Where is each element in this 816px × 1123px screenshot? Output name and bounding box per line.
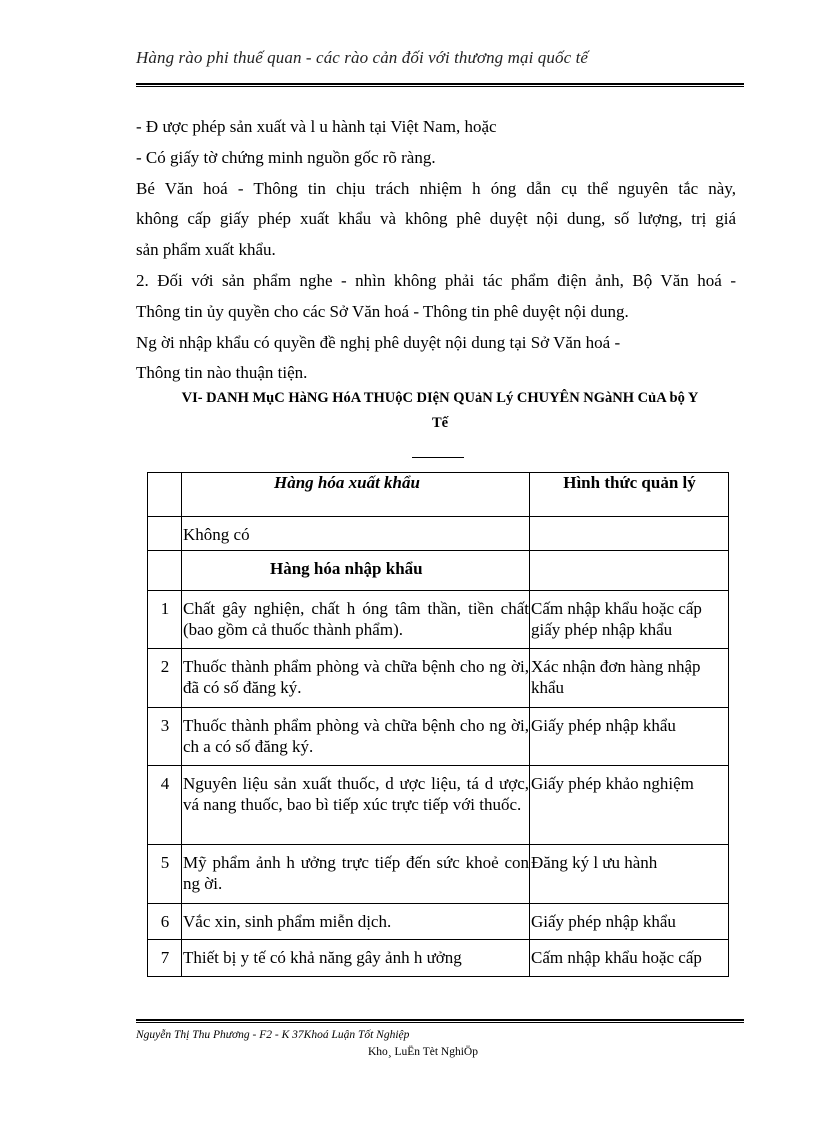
body-line: - Đ ược phép sản xuất và l u hành tại Việt Nam, hoặc <box>136 117 497 136</box>
table-row <box>148 904 729 940</box>
table-cell <box>530 551 729 591</box>
footer-divider <box>136 1019 744 1023</box>
row-management: Xác nhận đơn hàng nhập khẩu <box>530 649 729 708</box>
body-line: - Có giấy tờ chứng minh nguồn gốc rõ ràng. <box>136 147 436 167</box>
section-underline <box>412 457 464 458</box>
row-management: Cấm nhập khẩu hoặc cấp <box>530 940 729 977</box>
body-line: sản phẩm xuất khẩu. <box>136 240 276 260</box>
row-number: 7 <box>148 940 182 977</box>
export-none: Không có <box>182 517 530 551</box>
table-cell <box>148 473 182 517</box>
header-management: Hình thức quản lý <box>530 473 729 517</box>
row-number: 3 <box>148 708 182 766</box>
body-line: Thông tin nào thuận tiện. <box>136 363 308 383</box>
table-header-row <box>148 473 729 517</box>
header-export: Hàng hóa xuất khẩu <box>182 473 530 517</box>
table-row <box>148 517 729 551</box>
row-item: Chất gây nghiện, chất h óng tâm thần, tiền chất (bao gồm cả thuốc thành phẩm). <box>182 591 530 649</box>
row-item: Thuốc thành phẩm phòng và chữa bệnh cho ng ời, ch a có số đăng ký. <box>182 708 530 766</box>
table-subheader-row <box>148 551 729 591</box>
row-management: Đăng ký l ưu hành <box>530 845 729 904</box>
table-row <box>148 708 729 766</box>
footer-thesis-label: Kho¸ LuËn Tèt NghiÖp <box>368 1046 478 1058</box>
header-import: Hàng hóa nhập khẩu <box>182 551 530 591</box>
row-management: Giấy phép nhập khẩu <box>530 904 729 940</box>
table-cell <box>148 517 182 551</box>
table-cell <box>148 551 182 591</box>
body-line: Ng ời nhập khẩu có quyền đề nghị phê duyệt nội dung tại Sở Văn hoá - <box>136 332 621 352</box>
row-management: Cấm nhập khẩu hoặc cấp giấy phép nhập khẩu <box>530 591 729 649</box>
table-row <box>148 940 729 977</box>
row-item: Mỹ phẩm ảnh h ưởng trực tiếp đến sức khoẻ con ng ời. <box>182 845 530 904</box>
page-header-title: Hàng rào phi thuế quan - các rào cản đối với thương mại quốc tế <box>136 48 589 67</box>
row-item: Nguyên liệu sản xuất thuốc, d ược liệu, tá d ược, vá nang thuốc, bao bì tiếp xúc trực tiếp với thuốc. <box>182 766 530 845</box>
footer-author: Nguyễn Thị Thu Phương - F2 - K 37Khoá Luận Tốt Nghiệp <box>136 1029 410 1041</box>
row-number: 2 <box>148 649 182 708</box>
header-divider <box>136 83 744 87</box>
table-row <box>148 766 729 845</box>
table-cell <box>530 517 729 551</box>
row-number: 4 <box>148 766 182 845</box>
row-number: 1 <box>148 591 182 649</box>
row-item: Vắc xin, sinh phẩm miễn dịch. <box>182 904 530 940</box>
row-number: 5 <box>148 845 182 904</box>
row-number: 6 <box>148 904 182 940</box>
row-item: Thuốc thành phẩm phòng và chữa bệnh cho ng ời, đã có số đăng ký. <box>182 649 530 708</box>
body-line: Bé Văn hoá - Thông tin chịu trách nhiệm h óng dẫn cụ thể nguyên tắc này, <box>136 178 736 198</box>
body-line: không cấp giấy phép xuất khẩu và không phê duyệt nội dung, số lượng, trị giá <box>136 209 736 229</box>
body-text <box>136 112 736 389</box>
section-title-line1: VI- DANH MụC HàNG HóA THUộC DIệN QUảN Lý CHUYÊN NGàNH CủA bộ Y <box>181 390 699 406</box>
table-row <box>148 591 729 649</box>
management-table <box>147 472 729 977</box>
table-row <box>148 845 729 904</box>
body-line: Thông tin ủy quyền cho các Sở Văn hoá - Thông tin phê duyệt nội dung. <box>136 301 629 321</box>
section-title <box>136 386 744 436</box>
section-title-line2: Tế <box>431 415 449 431</box>
row-item: Thiết bị y tế có khả năng gây ảnh h ưởng <box>182 940 530 977</box>
body-line: 2. Đối với sản phẩm nghe - nhìn không phải tác phẩm điện ảnh, Bộ Văn hoá - <box>136 270 736 290</box>
row-management: Giấy phép khảo nghiệm <box>530 766 729 845</box>
row-management: Giấy phép nhập khẩu <box>530 708 729 766</box>
table-row <box>148 649 729 708</box>
